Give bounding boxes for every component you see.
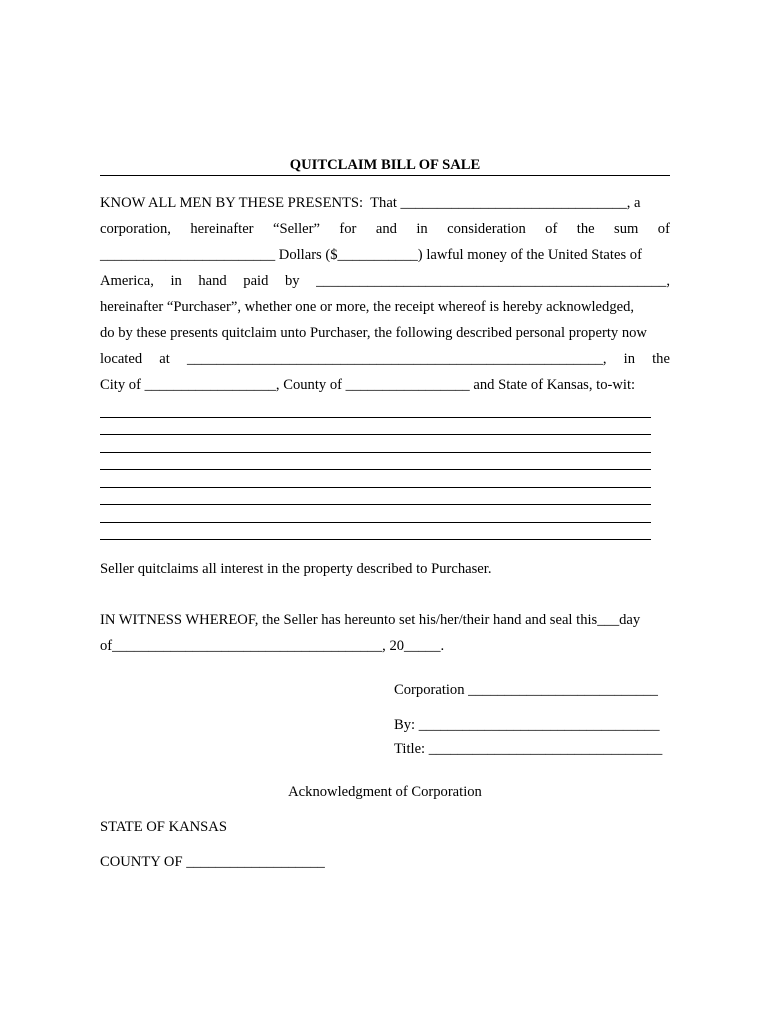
signature-title: Title: ________________________________ xyxy=(394,741,663,757)
description-blank-line xyxy=(100,452,651,453)
para1-line7 xyxy=(100,350,670,368)
signature-by: By: _________________________________ xyxy=(394,717,660,733)
para1-line8: City of __________________, County of _________________ and State of Kansas, to-wit: xyxy=(100,377,636,393)
para1-line2-word: sum xyxy=(614,221,639,237)
para1-line7-word: at xyxy=(159,351,170,367)
witness-line2: of_____________________________________, 20_____. xyxy=(100,638,445,654)
para1-line7-word: _________________________________________________________, xyxy=(186,351,607,367)
para1-line2-word: the xyxy=(576,221,595,237)
para1-line2-word: consideration xyxy=(447,221,526,237)
para1-line4-word: ________________________________________________, xyxy=(316,273,670,289)
para1-line5: hereinafter “Purchaser”, whether one or more, the receipt whereof is hereby acknowledged, xyxy=(100,299,635,315)
description-blank-line xyxy=(100,504,651,505)
para1-line7-word: located xyxy=(100,351,143,367)
para1-line4-word: hand xyxy=(198,273,227,289)
description-blank-line xyxy=(100,417,651,418)
para1-line2 xyxy=(100,220,670,238)
quitclaim-statement: Seller quitclaims all interest in the property described to Purchaser. xyxy=(100,561,492,577)
description-blank-line xyxy=(100,522,651,523)
para1-line7-word: in xyxy=(623,351,635,367)
para1-line2-word: of xyxy=(657,221,670,237)
description-blank-line xyxy=(100,434,651,435)
para1-line4-word: in xyxy=(170,273,182,289)
para1-line4 xyxy=(100,272,670,290)
para1-line4-word: by xyxy=(284,273,300,289)
title-underline xyxy=(100,175,670,176)
para1-line2-word: in xyxy=(416,221,428,237)
witness-line1: IN WITNESS WHEREOF, the Seller has hereunto set his/her/their hand and seal this___day xyxy=(100,612,641,628)
para1-line1: KNOW ALL MEN BY THESE PRESENTS: That _______________________________, a xyxy=(100,195,641,211)
county-of: COUNTY OF ___________________ xyxy=(100,854,325,870)
description-blank-line xyxy=(100,539,651,540)
para1-line3: ________________________ Dollars ($___________) lawful money of the United States of xyxy=(100,247,642,263)
para1-line7-word: the xyxy=(652,351,670,367)
para1-line2-word: corporation, xyxy=(100,221,171,237)
signature-corporation: Corporation __________________________ xyxy=(394,682,658,698)
para1-line2-word: hereinafter xyxy=(190,221,254,237)
para1-line4-word: paid xyxy=(243,273,269,289)
description-blank-line xyxy=(100,487,651,488)
state-of: STATE OF KANSAS xyxy=(100,819,227,835)
para1-line2-word: “Seller” xyxy=(272,221,320,237)
document-title: QUITCLAIM BILL OF SALE xyxy=(289,157,481,173)
para1-line4-word: America, xyxy=(100,273,154,289)
acknowledgment-heading: Acknowledgment of Corporation xyxy=(288,784,482,800)
para1-line2-word: for xyxy=(339,221,357,237)
description-blank-line xyxy=(100,469,651,470)
para1-line2-word: and xyxy=(375,221,397,237)
para1-line2-word: of xyxy=(545,221,558,237)
para1-line6: do by these presents quitclaim unto Purchaser, the following described personal property now xyxy=(100,325,647,341)
